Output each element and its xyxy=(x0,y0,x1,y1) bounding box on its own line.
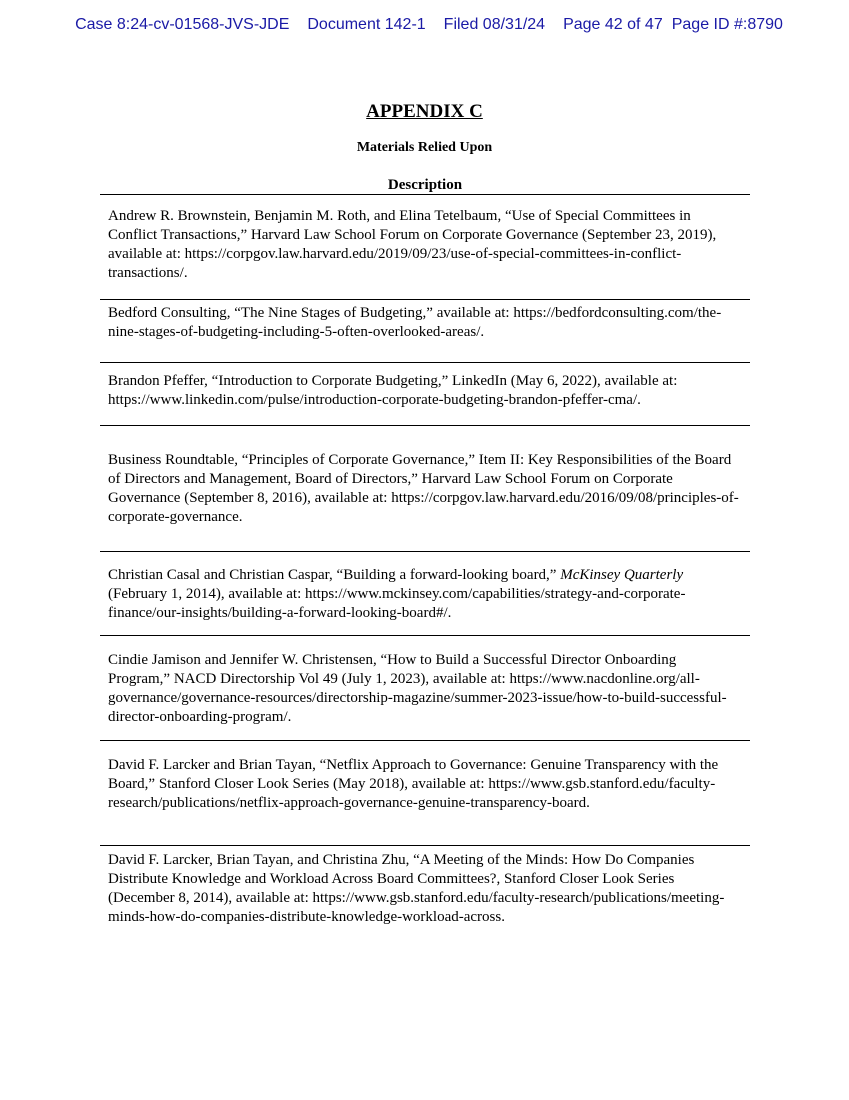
row-description: Andrew R. Brownstein, Benjamin M. Roth, and Elina Tetelbaum, “Use of Special Committees in Conflict Transactions,” Harvard Law School Forum on Corporate Governance (September 23, 2019), available at: https://corpgov.law.harvard.edu/2019/09/23/use-of-special-committees-in-conflict-transactions/. xyxy=(108,208,717,281)
materials-table xyxy=(100,176,750,925)
page-number: Page 42 of 47 xyxy=(563,16,663,33)
document-number: Document 142-1 xyxy=(307,16,426,33)
filed-date: Filed 08/31/24 xyxy=(443,16,546,33)
row-description: Cindie Jamison and Jennifer W. Christensen, “How to Build a Successful Director Onboarding Program,” NACD Directorship Vol 49 (July 1, 2023), available at: https://www.nacdonline.org/all-governance/governance-resources/directorship-magazine/summer-2023-issue/how-to-build-successful-director-onboarding-program/. xyxy=(108,652,727,725)
row-description: Business Roundtable, “Principles of Corporate Governance,” Item II: Key Responsibilities of the Board of Directors and Management, Board of Directors,” Harvard Law School Forum on Corporate Governance (September 8, 2016), available at: https://corpgov.law.harvard.edu/2016/09/08/principles-of-corporate-governance. xyxy=(108,452,739,525)
table-row xyxy=(100,426,750,552)
row-description: David F. Larcker, Brian Tayan, and Christina Zhu, “A Meeting of the Minds: How Do Companies Distribute Knowledge and Workload Across Board Committees?, Stanford Closer Look Series (December 8, 2014), available at: https://www.gsb.stanford.edu/faculty-research/publications/meeting-minds-how-do-companies-distribute-knowledge-workload-across. xyxy=(108,852,725,925)
table-row xyxy=(100,636,750,741)
table-row xyxy=(100,552,750,636)
row-description: Bedford Consulting, “The Nine Stages of Budgeting,” available at: https://bedfordconsulting.com/the-nine-stages-of-budgeting-including-5-often-overlooked-areas/. xyxy=(108,305,722,340)
case-header xyxy=(0,16,849,33)
page-id: Page ID #:8790 xyxy=(671,16,783,33)
appendix-subtitle: Materials Relied Upon xyxy=(356,140,493,155)
row-description: Christian Casal and Christian Caspar, “Building a forward-looking board,” McKinsey Quarterly (February 1, 2014), available at: https://www.mckinsey.com/capabilities/strategy-and-corporate-finance/our-insights/building-a-forward-looking-board#/. xyxy=(108,567,686,621)
journal-title: McKinsey Quarterly xyxy=(560,567,684,583)
case-number: Case 8:24-cv-01568-JVS-JDE xyxy=(75,16,290,33)
table-column-header: Description xyxy=(100,176,750,195)
table-row xyxy=(100,207,750,300)
table-row xyxy=(100,846,750,951)
appendix-title: APPENDIX C xyxy=(366,101,483,122)
row-description: Brandon Pfeffer, “Introduction to Corporate Budgeting,” LinkedIn (May 6, 2022), available at: https://www.linkedin.com/pulse/introduction-corporate-budgeting-brandon-pfeffer-cma/. xyxy=(108,373,678,408)
row-description: David F. Larcker and Brian Tayan, “Netflix Approach to Governance: Genuine Transparency with the Board,” Stanford Closer Look Series (May 2018), available at: https://www.gsb.stanford.edu/faculty-research/publications/netflix-approach-governance-genuine-transparency-board. xyxy=(108,757,719,811)
table-row xyxy=(100,300,750,363)
table-row xyxy=(100,741,750,846)
table-row xyxy=(100,363,750,426)
